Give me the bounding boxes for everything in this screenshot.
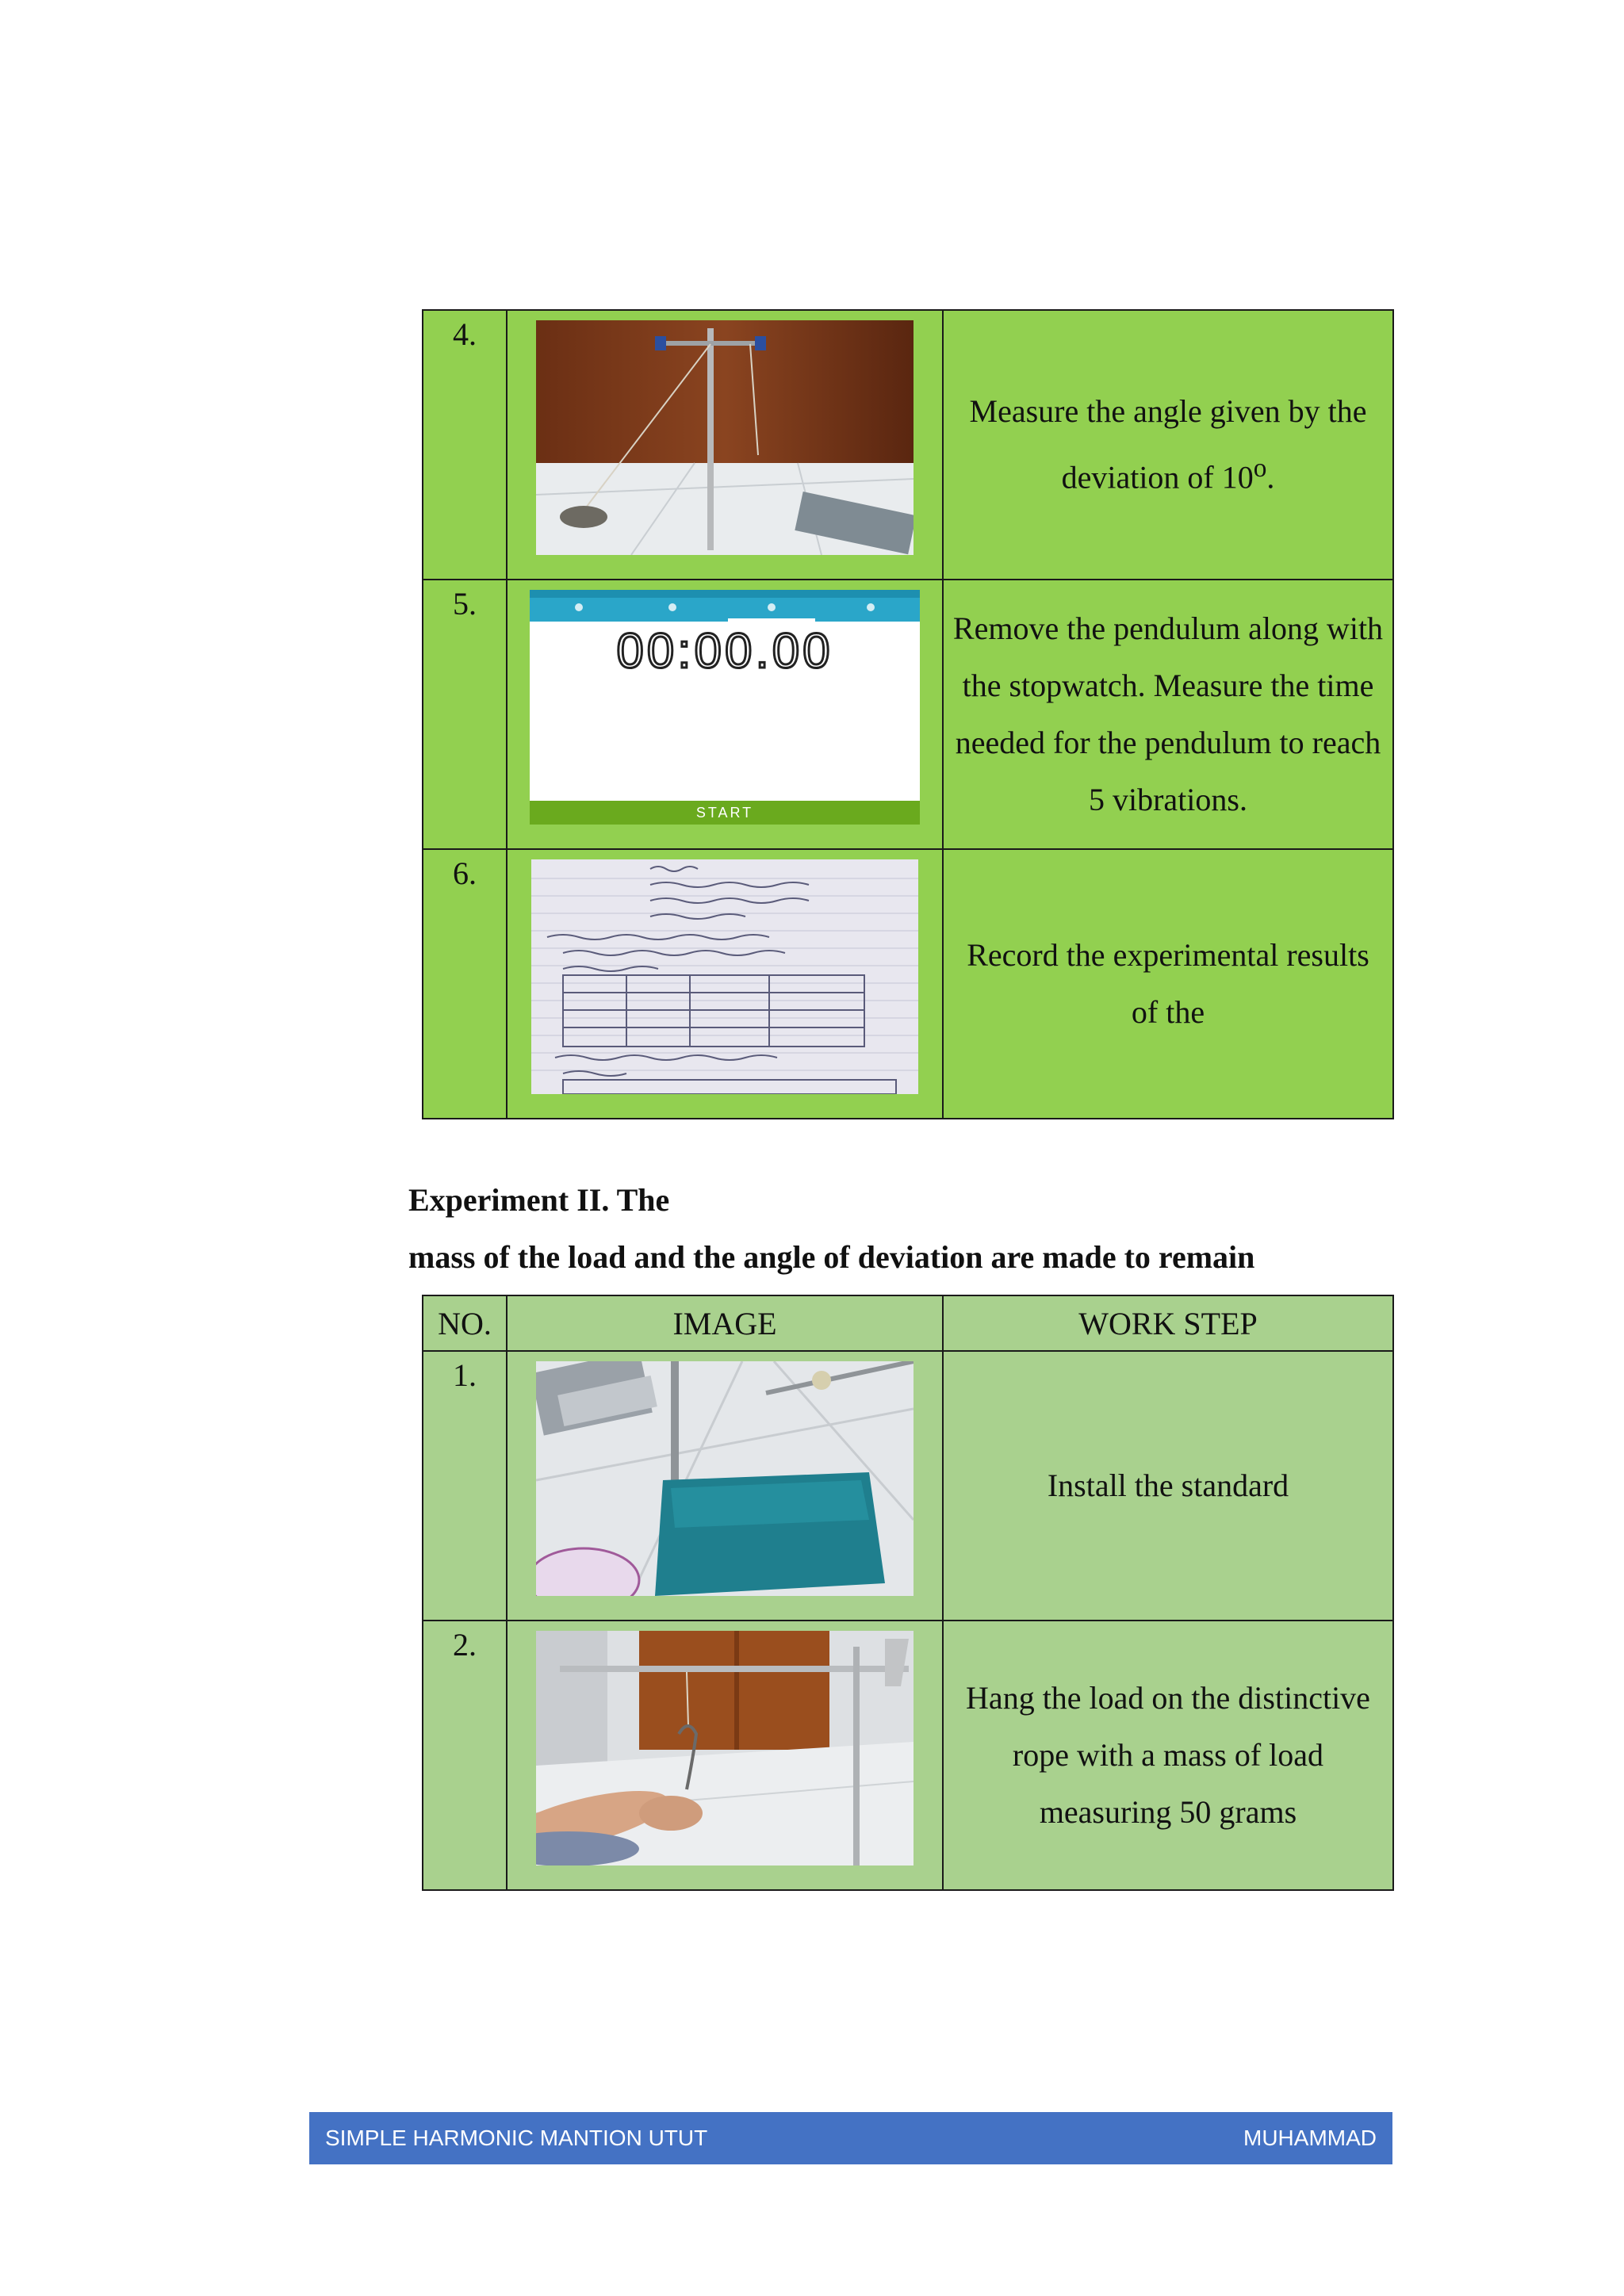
pendulum-angle-photo: [536, 320, 914, 555]
steps-table-experiment-1: [422, 309, 1394, 1119]
row-number: 4.: [453, 316, 477, 352]
work-step-line-2: deviation of 10: [1061, 459, 1254, 496]
handwritten-results-photo: [531, 859, 918, 1094]
table-row: [423, 849, 1393, 1119]
row-number: 5.: [453, 586, 477, 622]
footer-title: SIMPLE HARMONIC MANTION UTUT: [325, 2126, 708, 2150]
table-row: [423, 310, 1393, 580]
steps-table-experiment-2: [422, 1295, 1394, 1891]
row-number: 2.: [453, 1627, 477, 1663]
table-row: [423, 580, 1393, 849]
table-row: [423, 1351, 1393, 1621]
table-row: [423, 1621, 1393, 1890]
degree-superscript: o: [1253, 453, 1267, 484]
row-number: 1.: [453, 1357, 477, 1393]
work-step-cell: [943, 1621, 1393, 1890]
work-step-text: Install the standard: [1047, 1468, 1289, 1503]
row-number-cell: [423, 1351, 507, 1621]
work-step-text: Record the experimental results of the: [967, 937, 1369, 1030]
stopwatch-app-screenshot: [530, 590, 920, 825]
stopwatch-display: 00:00.00: [616, 624, 833, 679]
row-number-cell: [423, 1621, 507, 1890]
image-cell: [507, 849, 943, 1119]
image-cell: [507, 1351, 943, 1621]
work-step-cell: [943, 580, 1393, 849]
row-number-cell: [423, 849, 507, 1119]
work-step-text: Hang the load on the distinctive rope with a mass of load measuring 50 grams: [966, 1680, 1370, 1830]
section-heading-line-2: mass of the load and the angle of deviation are made to remain: [408, 1239, 1255, 1275]
section-heading-line-1: Experiment II. The: [408, 1182, 670, 1218]
column-header-image: IMAGE: [507, 1295, 943, 1351]
start-button[interactable]: START: [695, 805, 754, 821]
work-step-cell: [943, 1351, 1393, 1621]
work-step-cell: [943, 310, 1393, 580]
image-cell: [507, 580, 943, 849]
column-header-work-step: WORK STEP: [943, 1295, 1393, 1351]
image-cell: [507, 1621, 943, 1890]
work-step-text: Remove the pendulum along with the stopwatch. Measure the time needed for the pendulum to reach 5 vibrations.: [952, 610, 1384, 817]
statif-stand-photo: [536, 1361, 914, 1596]
column-header-no: NO.: [423, 1295, 507, 1351]
row-number-cell: [423, 580, 507, 849]
row-number-cell: [423, 310, 507, 580]
work-step-period: .: [1266, 459, 1275, 496]
page-footer: [309, 2112, 1392, 2164]
work-step-cell: [943, 849, 1393, 1119]
work-step-text: [944, 383, 1392, 506]
image-cell: [507, 310, 943, 580]
work-step-line-1: Measure the angle given by the: [969, 393, 1367, 430]
hanging-load-photo: [536, 1631, 914, 1866]
row-number: 6.: [453, 855, 477, 891]
footer-author: MUHAMMAD: [1243, 2126, 1377, 2150]
table-header-row: [423, 1295, 1393, 1351]
